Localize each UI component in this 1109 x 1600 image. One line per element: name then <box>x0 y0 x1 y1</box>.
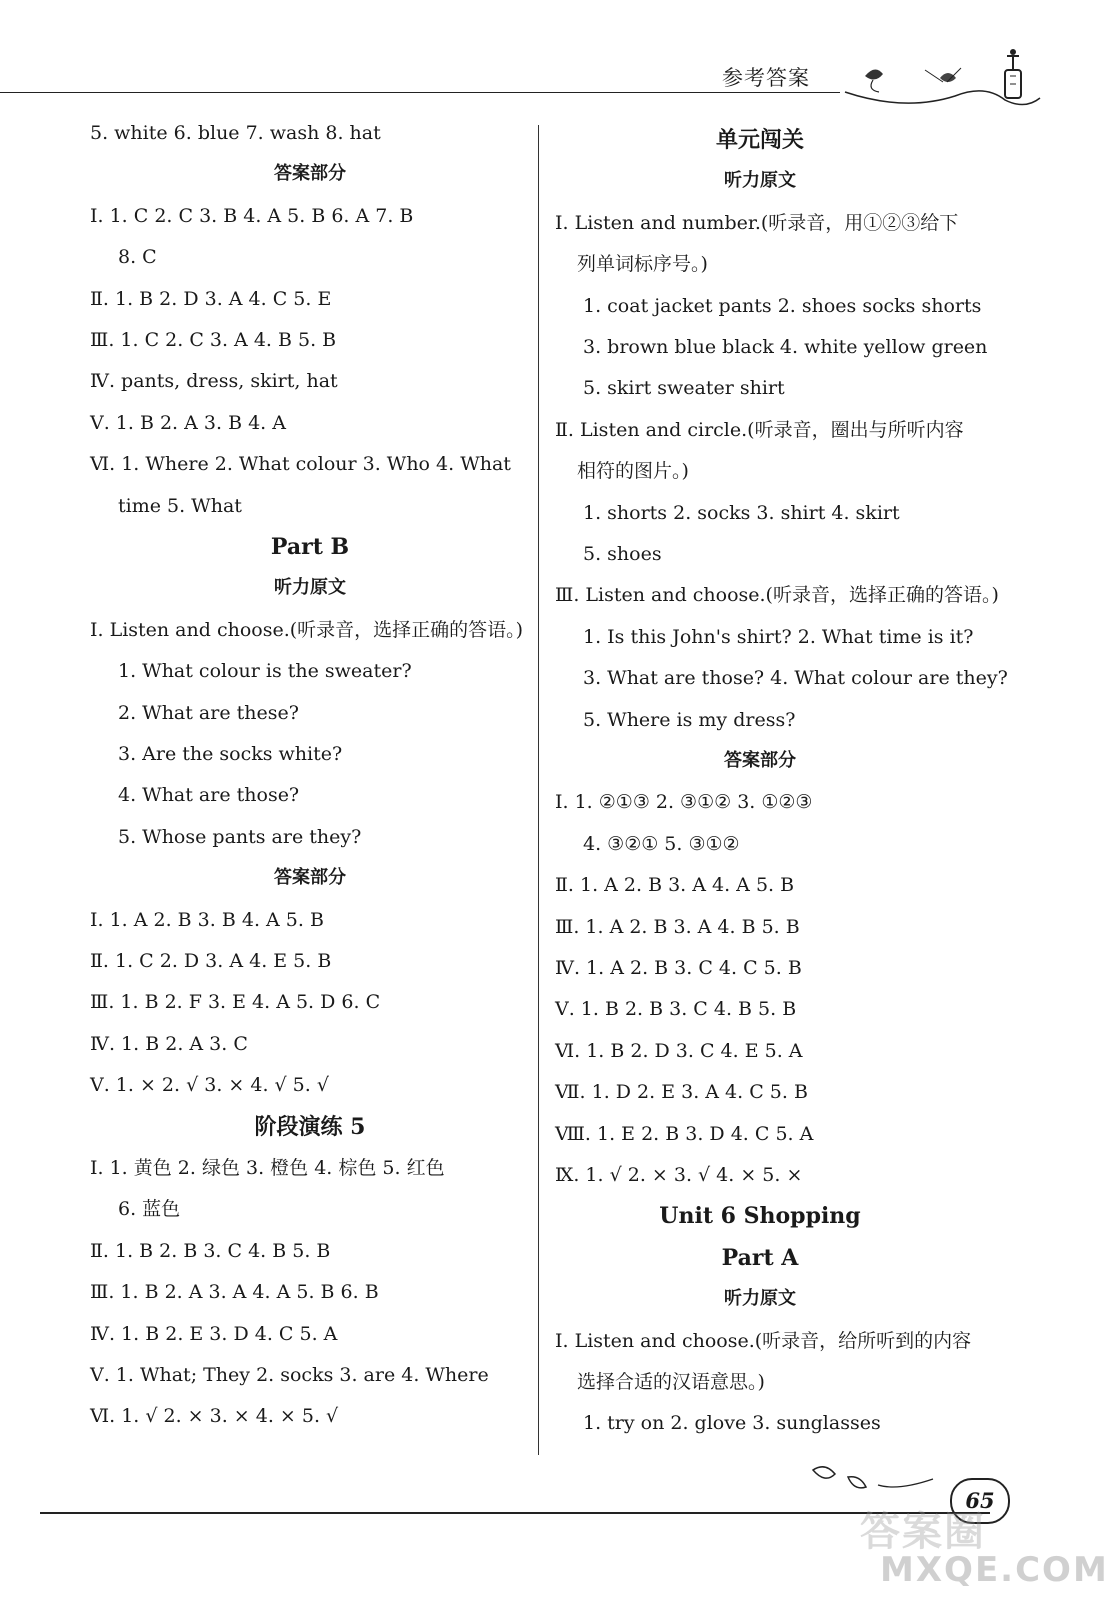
left-line: Ⅳ. 1. B 2. A 3. C <box>90 1032 248 1055</box>
left-line: time 5. What <box>118 494 242 517</box>
right-line: Ⅰ. Listen and choose.(听录音，给所听到的内容 <box>555 1329 972 1352</box>
left-line: 4. What are those? <box>118 784 300 807</box>
right-line: Ⅵ. 1. B 2. D 3. C 4. E 5. A <box>555 1039 803 1062</box>
footer-rule <box>40 1512 990 1514</box>
right-line: Ⅰ. 1. ②①③ 2. ③①② 3. ①②③ <box>555 791 813 814</box>
right-line: Ⅴ. 1. B 2. B 3. C 4. B 5. B <box>555 998 797 1021</box>
right-line: 3. brown blue black 4. white yellow green <box>583 336 988 358</box>
left-line: Ⅱ. 1. C 2. D 3. A 4. E 5. B <box>90 950 332 972</box>
right-line: 听力原文 <box>724 1288 796 1310</box>
right-line: 1. Is this John's shirt? 2. What time is it? <box>583 625 974 648</box>
butterfly-lamp-ornament-icon <box>845 40 1045 130</box>
left-line: 答案部分 <box>274 163 346 185</box>
page-number: 65 <box>950 1478 1010 1524</box>
left-line: Ⅳ. 1. B 2. E 3. D 4. C 5. A <box>90 1322 338 1345</box>
right-line: 5. Where is my dress? <box>583 708 796 731</box>
right-line: Ⅱ. 1. A 2. B 3. A 4. A 5. B <box>555 874 795 897</box>
right-line: Ⅳ. 1. A 2. B 3. C 4. C 5. B <box>555 957 802 979</box>
right-line: 4. ③②① 5. ③①② <box>583 832 740 855</box>
header-rule <box>0 92 840 93</box>
right-line: 单元闯关 <box>715 127 804 153</box>
header-title: 参考答案 <box>722 66 810 90</box>
right-line: 相符的图片。) <box>577 460 689 483</box>
watermark-logo: 答案圈 <box>860 1509 986 1555</box>
left-line: 听力原文 <box>274 577 346 599</box>
left-line: Ⅲ. 1. B 2. A 3. A 4. A 5. B 6. B <box>90 1281 379 1304</box>
left-line: 5. Whose pants are they? <box>118 825 362 848</box>
right-line: Ⅶ. 1. D 2. E 3. A 4. C 5. B <box>555 1081 808 1104</box>
right-line: 列单词标序号。) <box>577 253 708 276</box>
right-line: Ⅷ. 1. E 2. B 3. D 4. C 5. A <box>555 1122 814 1145</box>
bird-ornament-icon <box>808 1455 948 1505</box>
watermark-url: MXQE.COM <box>880 1550 1109 1590</box>
left-line: Ⅵ. 1. √ 2. × 3. × 4. × 5. √ <box>90 1405 339 1428</box>
right-line: Ⅰ. Listen and number.(听录音，用①②③给下 <box>555 211 959 234</box>
left-line: Ⅰ. 1. 黄色 2. 绿色 3. 橙色 4. 棕色 5. 红色 <box>90 1157 445 1179</box>
left-line: 8. C <box>118 246 157 269</box>
left-line: Ⅰ. 1. A 2. B 3. B 4. A 5. B <box>90 908 324 931</box>
left-line: 1. What colour is the sweater? <box>118 660 412 683</box>
left-line: Ⅰ. Listen and choose.(听录音，选择正确的答语。) <box>90 618 524 641</box>
left-line: Ⅴ. 1. B 2. A 3. B 4. A <box>90 411 286 434</box>
right-line: 5. shoes <box>583 543 662 565</box>
right-line: Part A <box>721 1244 799 1271</box>
right-line: 答案部分 <box>724 750 796 771</box>
right-line: 选择合适的汉语意思。) <box>577 1371 765 1393</box>
left-line: Ⅲ. 1. B 2. F 3. E 4. A 5. D 6. C <box>90 991 381 1014</box>
right-line: 3. What are those? 4. What colour are they? <box>583 667 1008 690</box>
right-line: Ⅸ. 1. √ 2. × 3. √ 4. × 5. × <box>555 1164 803 1186</box>
left-line: Ⅳ. pants, dress, skirt, hat <box>90 370 338 393</box>
right-line: Ⅱ. Listen and circle.(听录音，圈出与所听内容 <box>555 418 964 441</box>
left-line: Part B <box>270 534 350 560</box>
left-line: 2. What are these? <box>118 701 299 724</box>
right-line: 1. coat jacket pants 2. shoes socks shorts <box>583 294 982 317</box>
column-divider <box>538 125 539 1455</box>
left-line: Ⅴ. 1. What; They 2. socks 3. are 4. Where <box>90 1364 489 1386</box>
right-line: Ⅲ. 1. A 2. B 3. A 4. B 5. B <box>555 915 800 938</box>
left-line: 6. 蓝色 <box>118 1198 181 1221</box>
left-line: Ⅱ. 1. B 2. B 3. C 4. B 5. B <box>90 1239 331 1262</box>
right-line: 听力原文 <box>724 170 796 192</box>
right-line: 1. shorts 2. socks 3. shirt 4. skirt <box>583 501 900 524</box>
right-line: Ⅲ. Listen and choose.(听录音，选择正确的答语。) <box>555 584 999 607</box>
left-line: Ⅴ. 1. × 2. √ 3. × 4. √ 5. √ <box>90 1074 329 1097</box>
left-line: Ⅲ. 1. C 2. C 3. A 4. B 5. B <box>90 329 337 351</box>
left-line: Ⅰ. 1. C 2. C 3. B 4. A 5. B 6. A 7. B <box>90 204 414 227</box>
left-line: 答案部分 <box>274 867 346 889</box>
left-line: Ⅵ. 1. Where 2. What colour 3. Who 4. What <box>90 453 511 476</box>
left-line: 阶段演练 5 <box>254 1113 366 1140</box>
right-line: Unit 6 Shopping <box>659 1203 861 1230</box>
left-line: 3. Are the socks white? <box>118 743 343 765</box>
left-line: Ⅱ. 1. B 2. D 3. A 4. C 5. E <box>90 287 332 310</box>
right-line: 5. skirt sweater shirt <box>583 377 785 400</box>
left-line: 5. white 6. blue 7. wash 8. hat <box>90 122 381 144</box>
right-line: 1. try on 2. glove 3. sunglasses <box>583 1412 881 1435</box>
